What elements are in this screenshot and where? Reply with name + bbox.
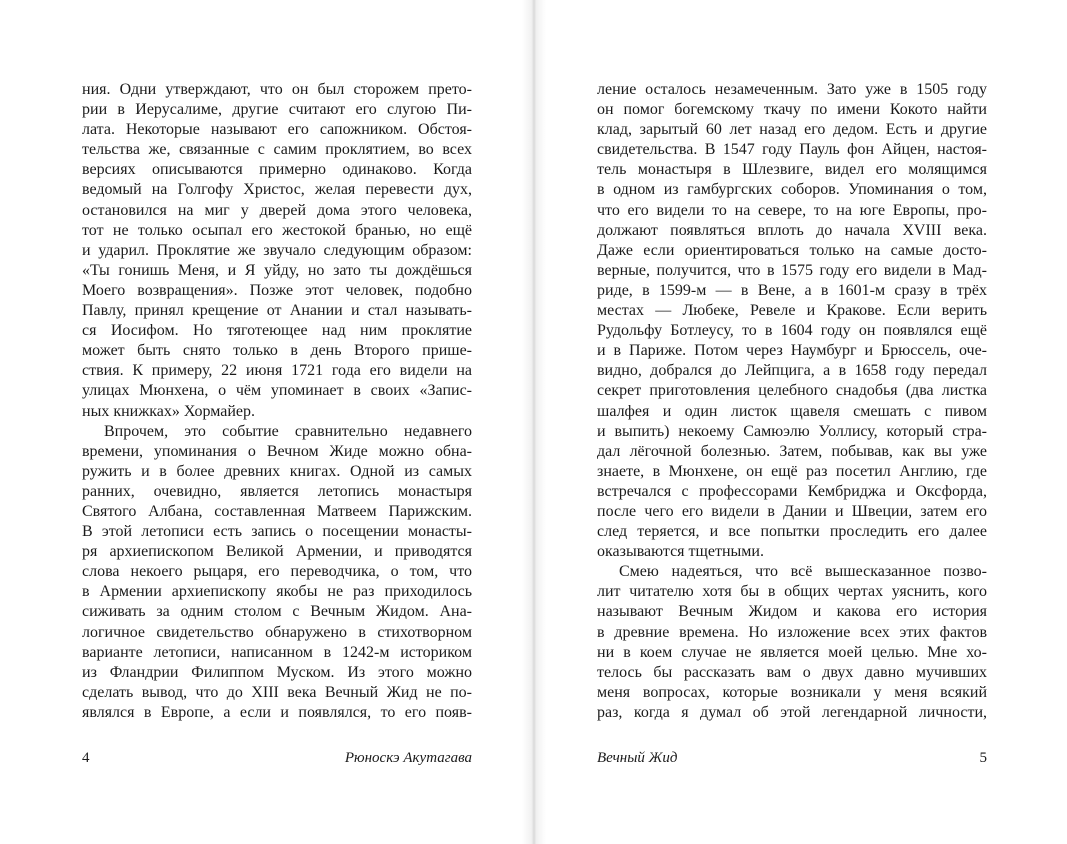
text-line: остановился на миг у дверей дома этого человека, [82,201,472,219]
text-line: секрет приготовления целебного снадобья (два листка [597,382,987,400]
text-line: ствия. К примеру, 22 июня 1721 года его видели на [82,362,472,380]
text-line: являлся в Европе, а если и появлялся, то его появ- [82,703,472,721]
text-line: «Ты гонишь Меня, и Я уйду, но зато ты дождёшься [82,261,472,279]
text-line: лит читателю хотя бы в общих чертах уяснить, кого [597,583,987,601]
text-line: клад, зарытый 60 лет назад его дедом. Есть и другие [597,121,987,139]
text-line: варианте летописи, написанном в 1242-м историком [82,643,472,661]
text-line: что его видели то на севере, то на юге Европы, про- [597,201,987,219]
text-line: в древние времена. Но изложение всех этих фактов [597,623,987,641]
page-number: 5 [979,750,987,766]
text-line: след теряется, и все попытки проследить его далее [597,523,987,541]
text-line: тот не только осыпал его жестокой бранью, но ещё [82,221,472,239]
running-head-title: Вечный Жид [597,750,678,766]
text-line: Даже если ориентироваться только на самые досто- [597,241,987,259]
text-line: называют Вечным Жидом и какова его история [597,603,987,621]
text-line: Павлу, принял крещение от Анании и стал называть- [82,302,472,320]
text-line: и ударил. Проклятие же звучало следующим образом: [82,241,472,259]
text-line: верные, получится, что в 1575 году его видели в Мад- [597,261,987,279]
text-line: ление осталось незамеченным. Зато уже в 1505 году [597,81,987,98]
text-line: сиживать за одним столом с Вечным Жидом. Ана- [82,603,472,621]
left-text-block [82,80,472,723]
text-line: встречался с профессорами Кембриджа и Оксфорда, [597,482,987,500]
text-line: свидетельства. В 1547 году Пауль фон Айцен, настоя- [597,141,987,159]
text-line: лата. Некоторые называют его сапожником. Обстоя- [82,121,472,139]
text-line: Рудольфу Ботлеусу, то в 1604 году он появлялся ещё [597,322,987,340]
text-line: сделать вывод, что до XIII века Вечный Жид не по- [82,683,472,701]
text-line: должают появляться вплоть до начала XVIII века. [597,221,987,239]
text-line: ния. Одни утверждают, что он был сторожем прето- [82,81,472,98]
text-line: ни в коем случае не является моей целью. Мне хо- [597,643,987,661]
text-line: Святого Албана, составленная Матвеем Парижским. [82,502,472,520]
text-line: ведомый на Голгофу Христос, желая перевести дух, [82,181,472,199]
text-line: и в Париже. Потом через Наумбург и Брюссель, оче- [597,342,987,360]
text-line: Впрочем, это событие сравнительно недавнего [104,422,472,440]
text-line: в Армении архиепископу якобы не раз приходилось [82,583,472,601]
text-line: может быть снято только в день Второго прише- [82,342,472,360]
page-number: 4 [82,750,90,766]
text-line: слова некоего рыцаря, его переводчика, о том, что [82,563,472,581]
running-head-author: Рюноскэ Акутагава [344,750,472,766]
text-line: видно, добрался до Лейпцига, а в 1658 году передал [597,362,987,380]
text-line: шалфея и один листок щавеля смешать с пивом [597,402,987,420]
text-line: ря архиепископом Великой Армении, и приводятся [82,543,472,561]
left-page [0,0,533,844]
text-line: в одном из гамбургских соборов. Упоминания о том, [597,181,987,199]
text-line: из Фландрии Филиппом Муском. Из этого можно [82,663,472,681]
text-line: тель монастыря в Шлезвиге, видел его молящимся [597,161,987,179]
text-line: местах — Любеке, Ревеле и Кракове. Если верить [597,302,987,320]
text-line: ранних, очевидно, является летопись монастыря [82,482,472,500]
text-line: версиях описываются примерно одинаково. Когда [82,161,472,179]
text-line: тельства же, связанные с самим проклятием, во всех [82,141,472,159]
text-line: меня вопросах, которые возникали у меня всякий [597,683,987,701]
text-line: рии в Иерусалиме, другие считают его слугою Пи- [82,101,472,119]
text-line: телось бы рассказать вам о двух давно мучивших [597,663,987,681]
text-line: ся Иосифом. Но тяготеющее над ним проклятие [82,322,472,340]
right-page [533,0,1067,844]
text-line: знаете, в Мюнхене, он ещё раз посетил Англию, где [597,462,987,480]
book-gutter [522,0,546,844]
text-line: логичное свидетельство обнаружено в стихотворном [82,623,472,641]
right-text-block [597,80,987,723]
text-line: времени, упоминания о Вечном Жиде можно обна- [82,442,472,460]
text-line: после чего его видели в Дании и Швеции, затем его [597,502,987,520]
text-line: ных книжках» Хормайер. [82,402,255,420]
text-line: ружить и в более древних книгах. Одной из самых [82,462,472,480]
text-line: риде, в 1599-м — в Вене, а в 1601-м сразу в трёх [597,281,987,299]
text-line: Моего возвращения». Позже этот человек, подобно [82,281,472,299]
text-line: он помог богемскому ткачу по имени Кокото найти [597,101,987,119]
text-line: улицах Мюнхена, о чём упоминает в своих «Запис- [82,382,472,400]
text-line: дал лёгочной болезнью. Затем, побывав, как вы уже [597,442,987,460]
text-line: Смею надеяться, что всё вышесказанное позво- [619,563,987,581]
text-line: оказываются тщетными. [597,543,764,561]
text-line: раз, когда я думал об этой легендарной личности, [597,703,987,721]
text-line: и выпить) некоему Самюэлю Уоллису, который стра- [597,422,987,440]
text-line: В этой летописи есть запись о посещении монасты- [82,523,472,541]
